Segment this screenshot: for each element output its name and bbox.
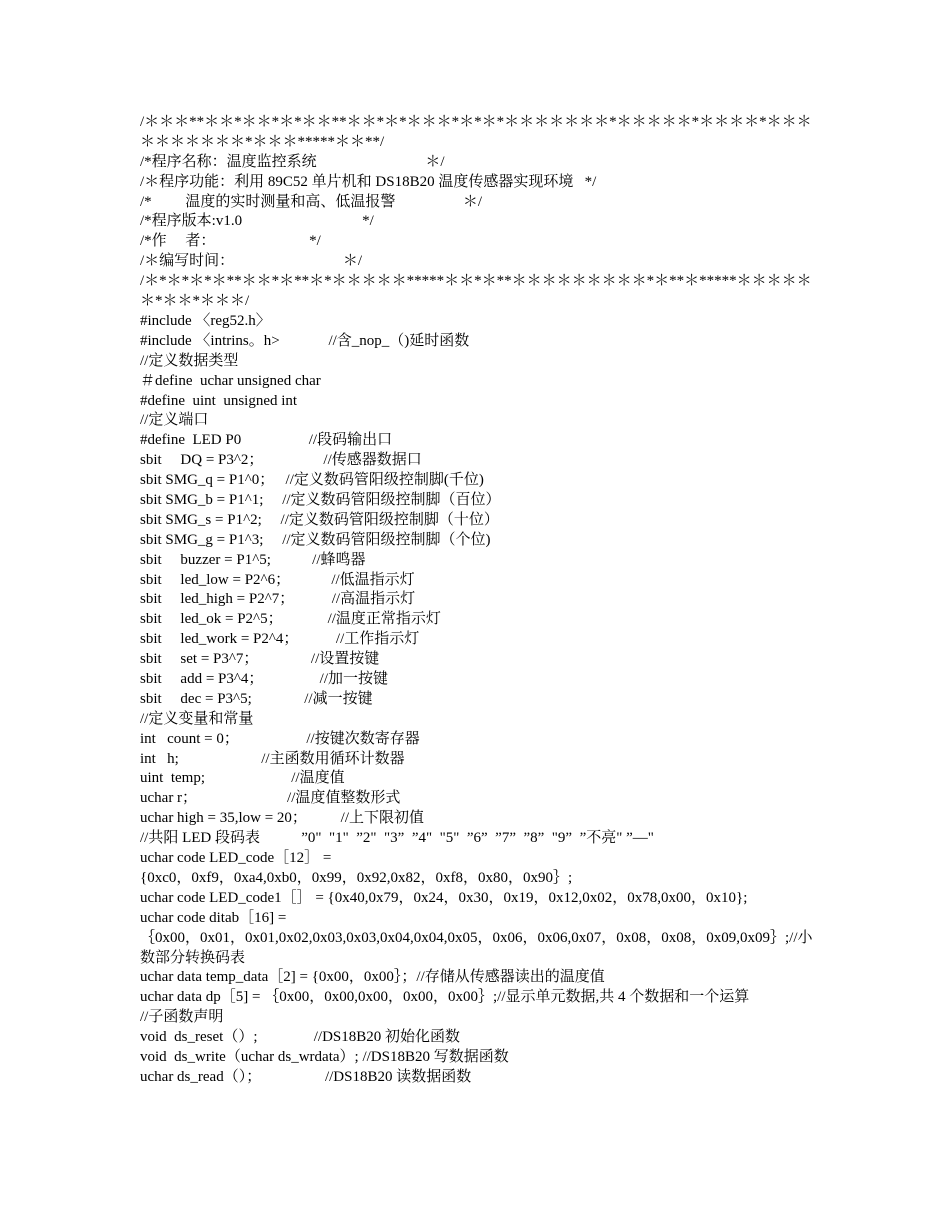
code-line: {0xc0，0xf9，0xa4,0xb0，0x99，0x92,0x82，0xf8，0x80，0x90｝;: [140, 869, 573, 886]
code-line: uchar ds_read（）； //DS18B20 读数据函数: [140, 1068, 472, 1085]
header-program-version: /*程序版本:v1.0 */: [140, 213, 374, 230]
header-write-time: /＊编写时间： ＊/: [140, 253, 363, 270]
code-line: sbit SMG_g = P1^3; //定义数码管阳级控制脚（个位): [140, 531, 491, 548]
header-author: /*作 者： */: [140, 233, 321, 250]
code-line: sbit add = P3^4； //加一按键: [140, 671, 389, 687]
header-program-name: /*程序名称：温度监控系统 ＊/: [140, 153, 445, 170]
code-line: uchar data dp［5] = ｛0x00，0x00,0x00，0x00，0x00｝;//显示单元数据,共 4 个数据和一个运算: [140, 989, 750, 1006]
code-comment: //定义变量和常量: [140, 710, 254, 727]
code-line: uint temp; //温度值: [140, 770, 345, 787]
code-line: sbit DQ = P3^2； //传感器数据口: [140, 452, 422, 469]
code-line: sbit led_high = P2^7； //高温指示灯: [140, 591, 416, 608]
code-line: sbit SMG_b = P1^1; //定义数码管阳级控制脚（百位）: [140, 491, 501, 508]
code-line: int h; //主函数用循环计数器: [140, 750, 405, 767]
code-line: uchar high = 35,low = 20； //上下限初值: [140, 810, 424, 827]
code-line: #include 〈reg52.h〉: [140, 312, 271, 329]
code-line: uchar code LED_code［12］ =: [140, 850, 332, 867]
code-line: #define uint unsigned int: [140, 392, 298, 409]
code-line: sbit dec = P3^5; //减一按键: [140, 690, 373, 707]
code-comment: //共阳 LED 段码表 ”0" "1" ”2" "3” ”4" "5" ”6” ”7” ”8” "9” ”不亮" ”—": [140, 830, 654, 847]
code-line: ｛0x00，0x01，0x01,0x02,0x03,0x03,0x04,0x04,0x05，0x06，0x06,0x07，0x08，0x08，0x09,0x09｝;//小数部分转换码表: [140, 929, 813, 966]
code-line: sbit buzzer = P1^5; //蜂鸣器: [140, 551, 366, 568]
code-line: ＃define uchar unsigned char: [140, 372, 321, 389]
code-line: #include 〈intrins。h> //含_nop_（)延时函数: [140, 332, 470, 349]
code-line: int count = 0； //按键次数寄存器: [140, 730, 420, 747]
code-comment: //定义数据类型: [140, 352, 239, 369]
header-program-function: /＊程序功能：利用 89C52 单片机和 DS18B20 温度传感器实现环境 */: [140, 173, 597, 190]
code-line: sbit led_low = P2^6； //低温指示灯: [140, 571, 415, 588]
code-line: uchar code LED_code1［］ = {0x40,0x79，0x24，0x30，0x19，0x12,0x02，0x78,0x00，0x10};: [140, 889, 748, 906]
code-line: uchar data temp_data［2] = {0x00，0x00｝；//存储从传感器读出的温度值: [140, 969, 605, 986]
header-program-function-cont: /* 温度的实时测量和高、低温报警 ＊/: [140, 193, 483, 210]
code-line: sbit led_ok = P2^5； //温度正常指示灯: [140, 611, 441, 628]
code-comment: //定义端口: [140, 412, 209, 429]
header-border-bottom: /＊*＊*＊*＊**＊＊*＊**＊*＊＊＊＊＊*****＊＊*＊**＊＊＊＊＊＊＊＊＊*＊**＊*****＊＊＊＊＊＊*＊＊*＊＊＊/: [140, 273, 812, 310]
code-line: sbit set = P3^7； //设置按键: [140, 651, 380, 668]
code-listing: [140, 113, 820, 1088]
code-line: sbit led_work = P2^4； //工作指示灯: [140, 631, 420, 648]
code-line: sbit SMG_q = P1^0； //定义数码管阳级控制脚(千位): [140, 472, 484, 489]
code-line: void ds_reset（）; //DS18B20 初始化函数: [140, 1029, 461, 1046]
code-line: uchar r； //温度值整数形式: [140, 790, 401, 807]
header-border-top: /＊＊＊**＊＊*＊＊*＊*＊＊**＊＊*＊*＊＊＊*＊*＊*＊＊＊＊＊＊＊*＊＊＊＊＊*＊＊＊＊*＊＊＊＊＊＊＊＊＊＊*＊＊＊*****＊＊**/: [140, 114, 812, 150]
code-line: sbit SMG_s = P1^2; //定义数码管阳级控制脚（十位）: [140, 511, 499, 528]
code-line: uchar code ditab［16] =: [140, 909, 287, 926]
code-line: void ds_write（uchar ds_wrdata）; //DS18B20 写数据函数: [140, 1048, 509, 1065]
code-line: #define LED P0 //段码输出口: [140, 432, 393, 449]
code-comment: //子函数声明: [140, 1009, 224, 1026]
